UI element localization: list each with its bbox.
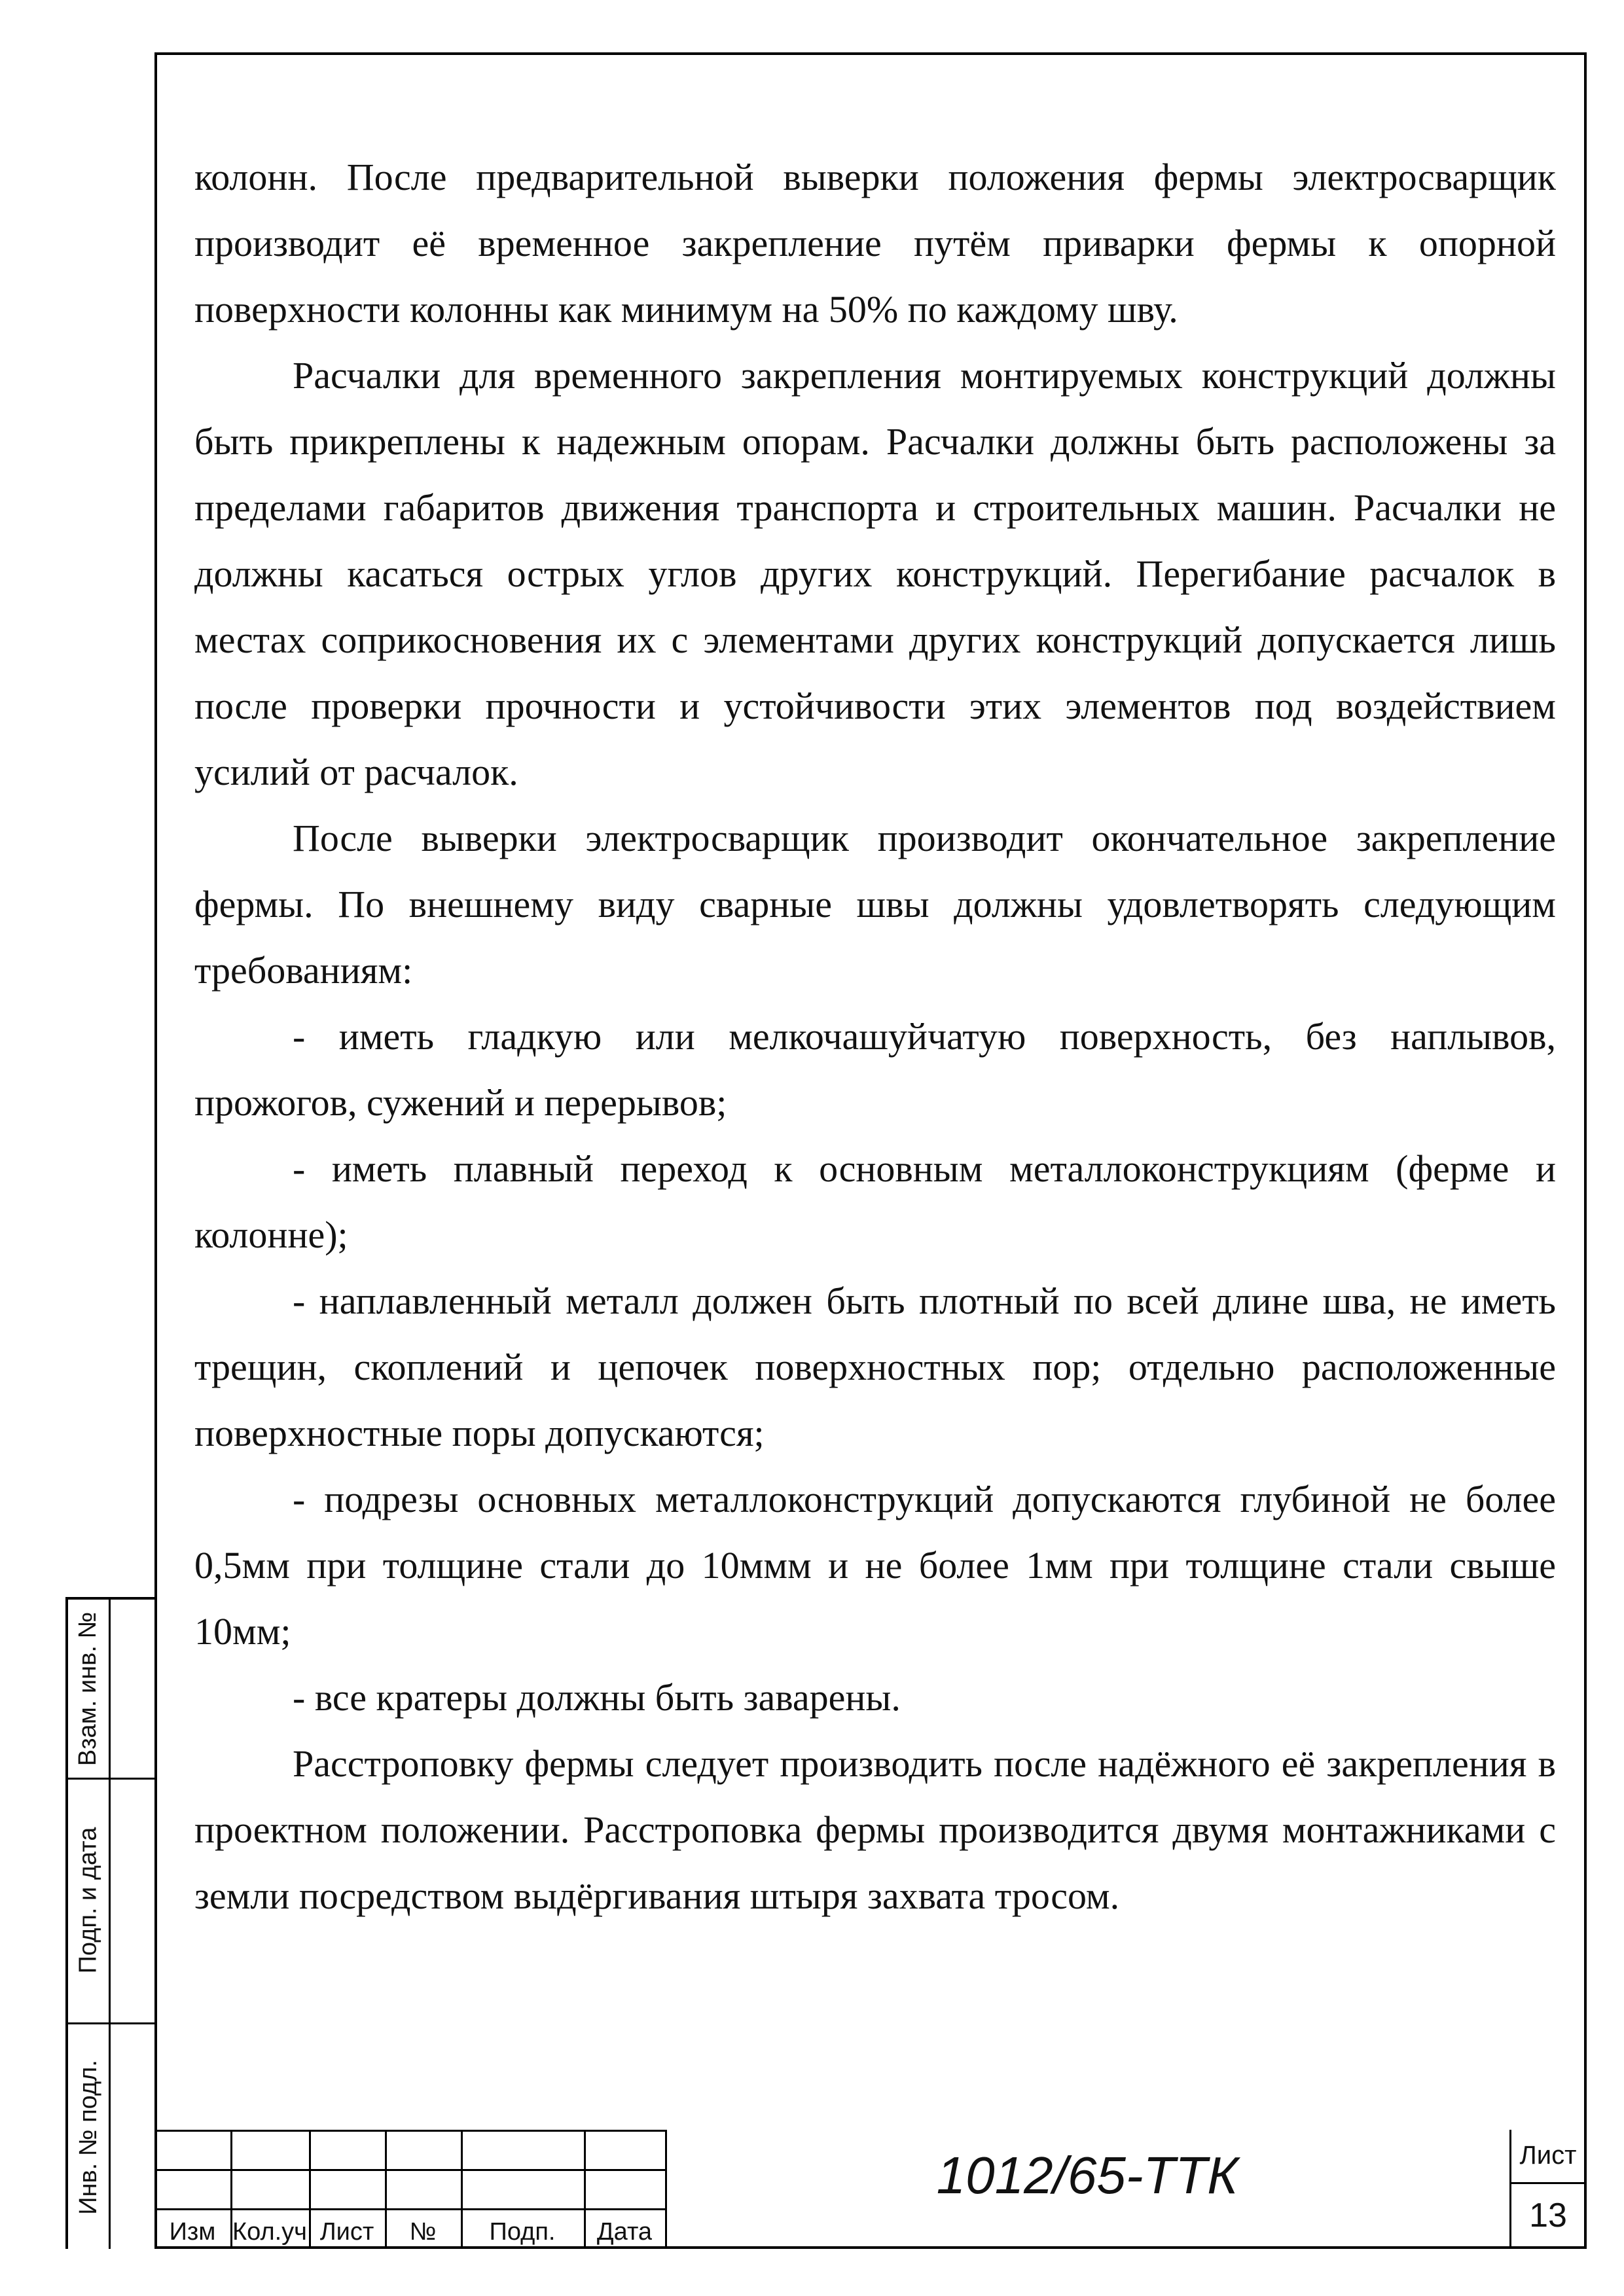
sheet-label: Лист xyxy=(1519,2141,1577,2170)
document-code: 1012/65-ТТК xyxy=(936,2146,1238,2204)
binding-strip xyxy=(65,1597,154,2249)
title-block xyxy=(154,2130,1587,2249)
list-item: - все кратеры должны быть заварены. xyxy=(293,1676,901,1719)
paragraph: Расчалки для временного закрепления монтируемых конструкций должны быть прикреплены к надежным опорам. Расчалки должны быть расположены за пределами габаритов движения транспорта и строительных машин. Расчалки не должны касаться острых углов других конструкций. Перегибание расчалок в местах соприкосновения их с элементами других конструкций допускается лишь после проверки прочности и устойчивости этих элементов под воздействием усилий от расчалок. xyxy=(194,354,1556,793)
column-header-kol-uch: Кол.уч xyxy=(232,2218,307,2246)
column-header-list: Лист xyxy=(319,2218,374,2246)
list-item: - подрезы основных металлоконструкций допускаются глубиной не более 0,5мм при толщине стали до 10ммм и не более 1мм при толщине стали свыше 10мм; xyxy=(194,1478,1556,1653)
column-header-number: № xyxy=(409,2218,437,2246)
column-header-izm: Изм xyxy=(169,2218,216,2246)
original-inv-label: Инв. № подл. xyxy=(74,2059,102,2215)
paragraph: Расстроповку фермы следует производить после надёжного её закрепления в проектном положении. Расстроповка фермы производится двумя монтажниками с земли посредством выдёргивания штыря захвата тросом. xyxy=(194,1742,1556,1917)
list-item: - иметь плавный переход к основным металлоконструкциям (ферме и колонне); xyxy=(194,1147,1556,1256)
body-text xyxy=(194,144,1556,1929)
list-item: - наплавленный металл должен быть плотный по всей длине шва, не иметь трещин, скоплений и цепочек поверхностных пор; отдельно расположенные поверхностные поры допускаются; xyxy=(194,1280,1556,1454)
paragraph: колонн. После предварительной выверки положения фермы электросварщик производит её временное закрепление путём приварки фермы к опорной поверхности колонны как минимум на 50% по каждому шву. xyxy=(194,156,1556,331)
strip-divider xyxy=(109,1600,111,2249)
replacement-inv-label: Взам. инв. № xyxy=(74,1611,102,1766)
column-header-data: Дата xyxy=(596,2218,653,2246)
column-header-podp: Подп. xyxy=(489,2218,556,2246)
title-block-rule xyxy=(1509,2182,1587,2184)
list-item: - иметь гладкую или мелкочашуйчатую поверхность, без наплывов, прожогов, сужений и перерывов; xyxy=(194,1015,1556,1124)
paragraph: После выверки электросварщик производит окончательное закрепление фермы. По внешнему виду сварные швы должны удовлетворять следующим требованиям: xyxy=(194,817,1556,992)
signature-date-label: Подп. и дата xyxy=(74,1827,102,1973)
sheet-number: 13 xyxy=(1529,2197,1567,2234)
